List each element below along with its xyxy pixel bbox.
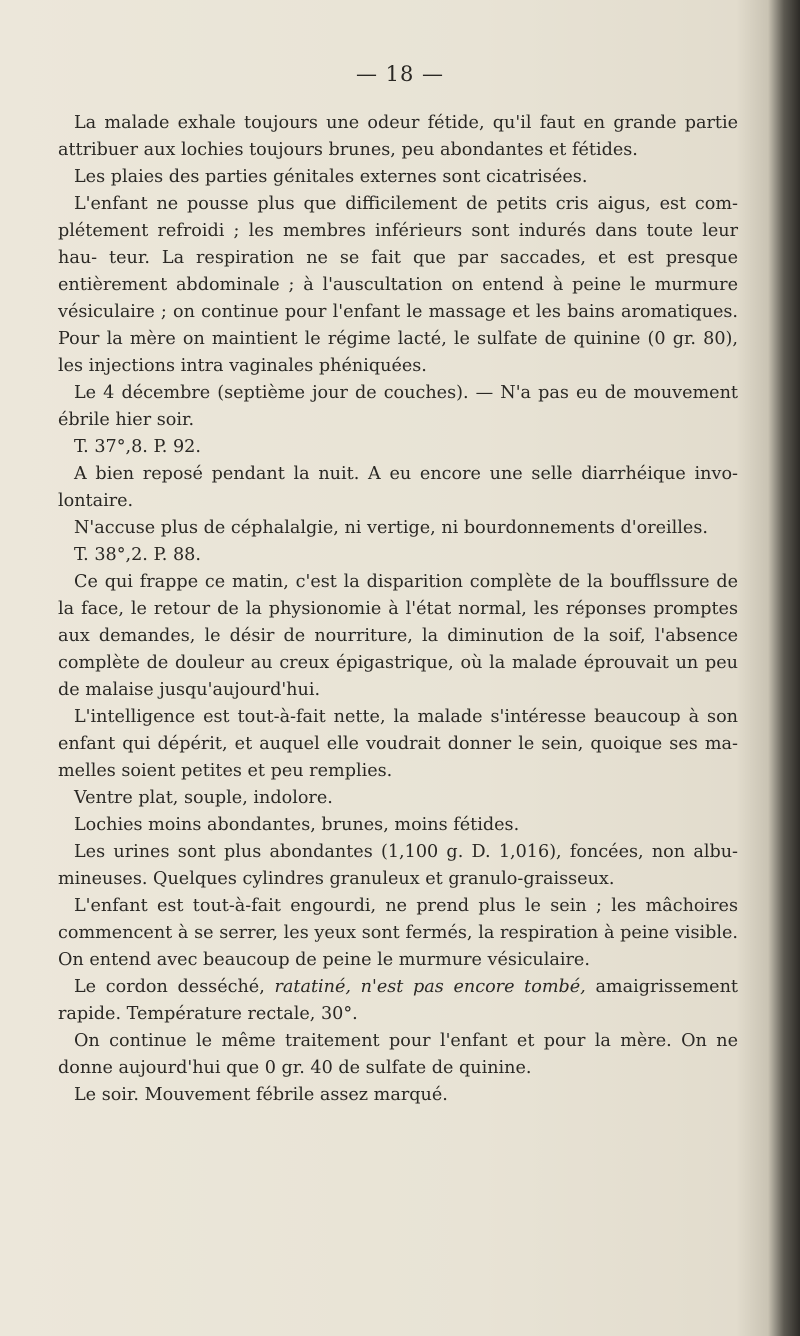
paragraph: Le soir. Mouvement fébrile assez marqué.: [74, 1085, 448, 1105]
paragraph: T. 38°,2. P. 88.: [74, 545, 201, 565]
paragraph: Les plaies des parties génitales externes sont cicatrisées.: [74, 167, 588, 187]
body-text: [58, 110, 738, 1109]
paragraph: L'intelligence est tout-à-fait nette, la malade s'intéresse beaucoup à son enfant qui dépérit, et auquel elle voudrait donner le sein, quoique ses ma- melles soient petites et peu remplies.: [58, 707, 738, 781]
paragraph: On continue le même traitement pour l'enfant et pour la mère. On ne donne aujourd'hui que 0 gr. 40 de sulfate de quinine.: [58, 1031, 738, 1078]
paragraph-cordon: [58, 974, 738, 1028]
paragraph: A bien reposé pendant la nuit. A eu encore une selle diarrhéique invo- lontaire.: [58, 464, 738, 511]
text-run: amaigrissement rapide. Température rectale, 30°.: [58, 977, 738, 1024]
paragraph: T. 37°,8. P. 92.: [74, 437, 201, 457]
text-run: Le cordon desséché,: [74, 977, 275, 997]
paragraph: L'enfant est tout-à-fait engourdi, ne prend plus le sein ; les mâchoires commencent à se serrer, les yeux sont fermés, la respiration à peine visible. On entend avec beaucoup de peine le murmure vésiculaire.: [58, 896, 738, 970]
paragraph: Le 4 décembre (septième jour de couches). — N'a pas eu de mouvement ébrile hier soir.: [58, 383, 738, 430]
paragraph: Les urines sont plus abondantes (1,100 g. D. 1,016), foncées, non albu- mineuses. Quelques cylindres granuleux et granulo-graisseux.: [58, 842, 738, 889]
paragraph: Ce qui frappe ce matin, c'est la disparition complète de la boufflssure de la face, le retour de la physionomie à l'état normal, les réponses promptes aux demandes, le désir de nourriture, la diminution de la soif, l'absence complète de douleur au creux épigastrique, où la malade éprouvait un peu de malaise jusqu'aujourd'hui.: [58, 572, 738, 700]
page-number: — 18 —: [355, 62, 445, 86]
paragraph: La malade exhale toujours une odeur fétide, qu'il faut en grande partie attribuer aux lochies toujours brunes, peu abondantes et fétides.: [58, 113, 738, 160]
paragraph: Ventre plat, souple, indolore.: [74, 788, 333, 808]
paragraph: Lochies moins abondantes, brunes, moins fétides.: [74, 815, 520, 835]
paragraph: N'accuse plus de céphalalgie, ni vertige, ni bourdonnements d'oreilles.: [74, 518, 708, 538]
paragraph: L'enfant ne pousse plus que difficilement de petits cris aigus, est com- plétement refroidi ; les membres inférieurs sont indurés dans toute leur hau- teur. La respiration ne se fait que par saccades, et est presque entièrement abdominale ; à l'auscultation on entend à peine le murmure vésiculaire ; on continue pour l'enfant le massage et les bains aromatiques. Pour la mère on maintient le régime lacté, le sulfate de quinine (0 gr. 80), les injections intra vaginales phéniquées.: [58, 194, 738, 376]
italic-run: ratatiné, n'est pas encore tombé,: [274, 977, 586, 997]
